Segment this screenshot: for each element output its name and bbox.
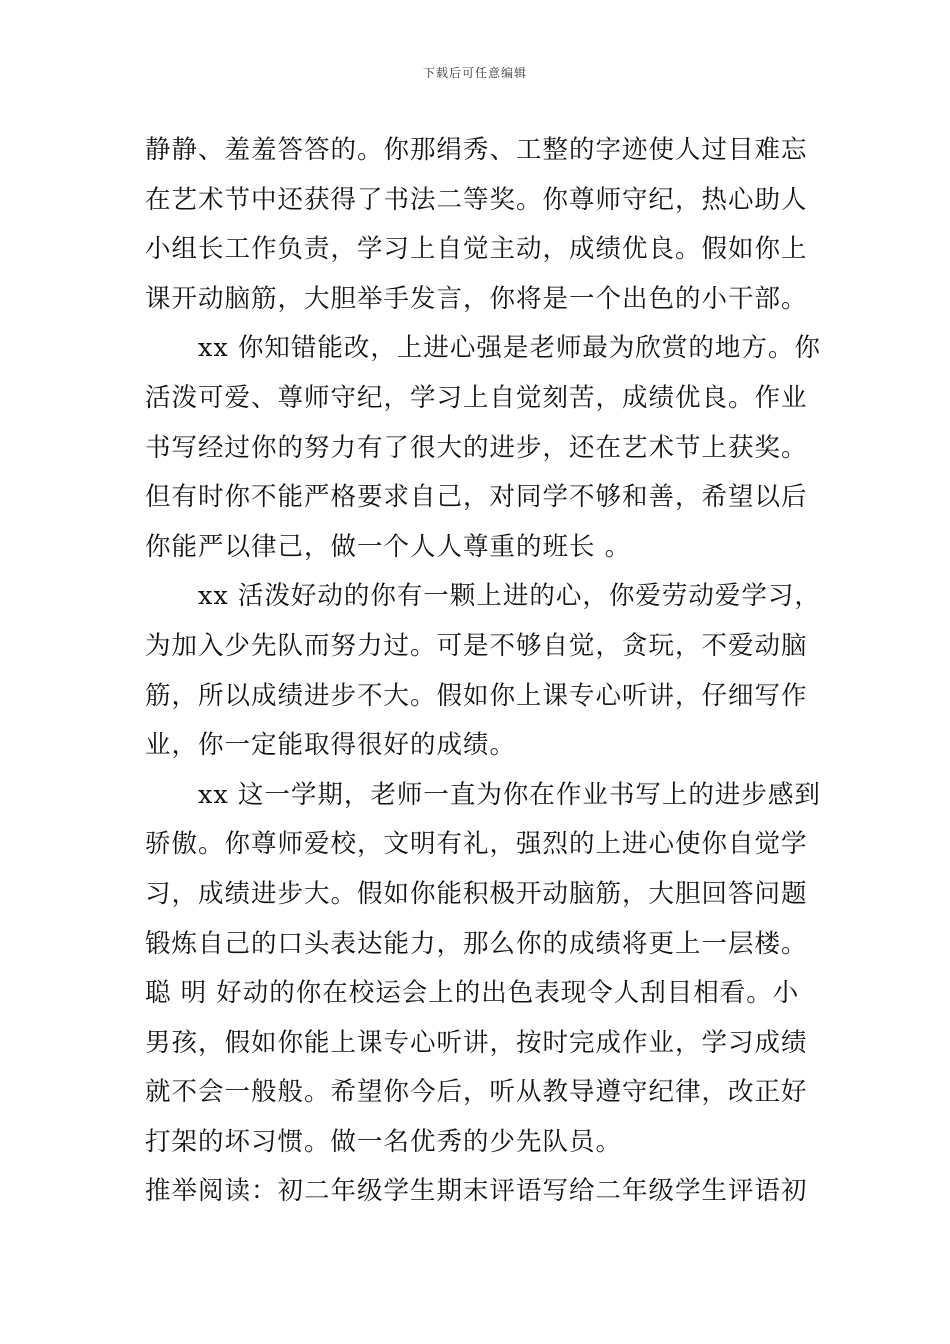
text-line: 但有时你不能严格要求自己，对同学不够和善，希望以后 [145, 482, 808, 513]
text-line: 课开动脑筋，大胆举手发言，你将是一个出色的小干部。 [145, 283, 808, 314]
recommended-reading-line: 推举阅读：初二年级学生期末评语写给二年级学生评语初 [145, 1176, 808, 1207]
text-line: 在艺术节中还获得了书法二等奖。你尊师守纪，热心助人 [145, 184, 808, 215]
text-line: 打架的坏习惯。做一名优秀的少先队员。 [145, 1126, 623, 1157]
text-line: 静静、羞羞答答的。你那绢秀、工整的字迹使人过目难忘 [145, 135, 808, 165]
text-line: 你能严以律己，做一个人人尊重的班长 。 [145, 531, 632, 562]
text-line: 聪 明 好动的你在校运会上的出色表现令人刮目相看。小 [145, 978, 800, 1009]
text-line: 骄傲。你尊师爱校，文明有礼，强烈的上进心使你自觉学 [145, 829, 808, 860]
text-line: 小组长工作负责，学习上自觉主动，成绩优良。假如你上 [145, 234, 808, 265]
text-line: 筋，所以成绩进步不大。假如你上课专心听讲，仔细写作 [145, 680, 808, 711]
text-line: 锻炼自己的口头表达能力，那么你的成绩将更上一层楼。 [145, 928, 808, 959]
text-line: 习，成绩进步大。假如你能积极开动脑筋，大胆回答问题 [145, 878, 808, 909]
text-line: 男孩，假如你能上课专心听讲，按时完成作业，学习成绩 [145, 1027, 808, 1058]
text-line: 书写经过你的努力有了很大的进步，还在艺术节上获奖。 [145, 432, 808, 463]
text-line: 业，你一定能取得很好的成绩。 [145, 730, 517, 761]
paragraph-first-line: xx 你知错能改，上进心强是老师最为欣赏的地方。你 [198, 333, 821, 364]
text-line: 就不会一般般。希望你今后，听从教导遵守纪律，改正好 [145, 1077, 808, 1108]
paragraph-first-line: xx 活泼好动的你有一颗上进的心，你爱劳动爱学习， [198, 581, 821, 612]
page-header: 下载后可任意编辑 [422, 66, 527, 80]
text-line: 为加入少先队而努力过。可是不够自觉，贪玩，不爱动脑 [145, 630, 808, 661]
paragraph-first-line: xx 这一学期，老师一直为你在作业书写上的进步感到 [198, 779, 821, 810]
text-line: 活泼可爱、尊师守纪，学习上自觉刻苦，成绩优良。作业 [145, 382, 808, 413]
document-body [145, 126, 821, 1217]
